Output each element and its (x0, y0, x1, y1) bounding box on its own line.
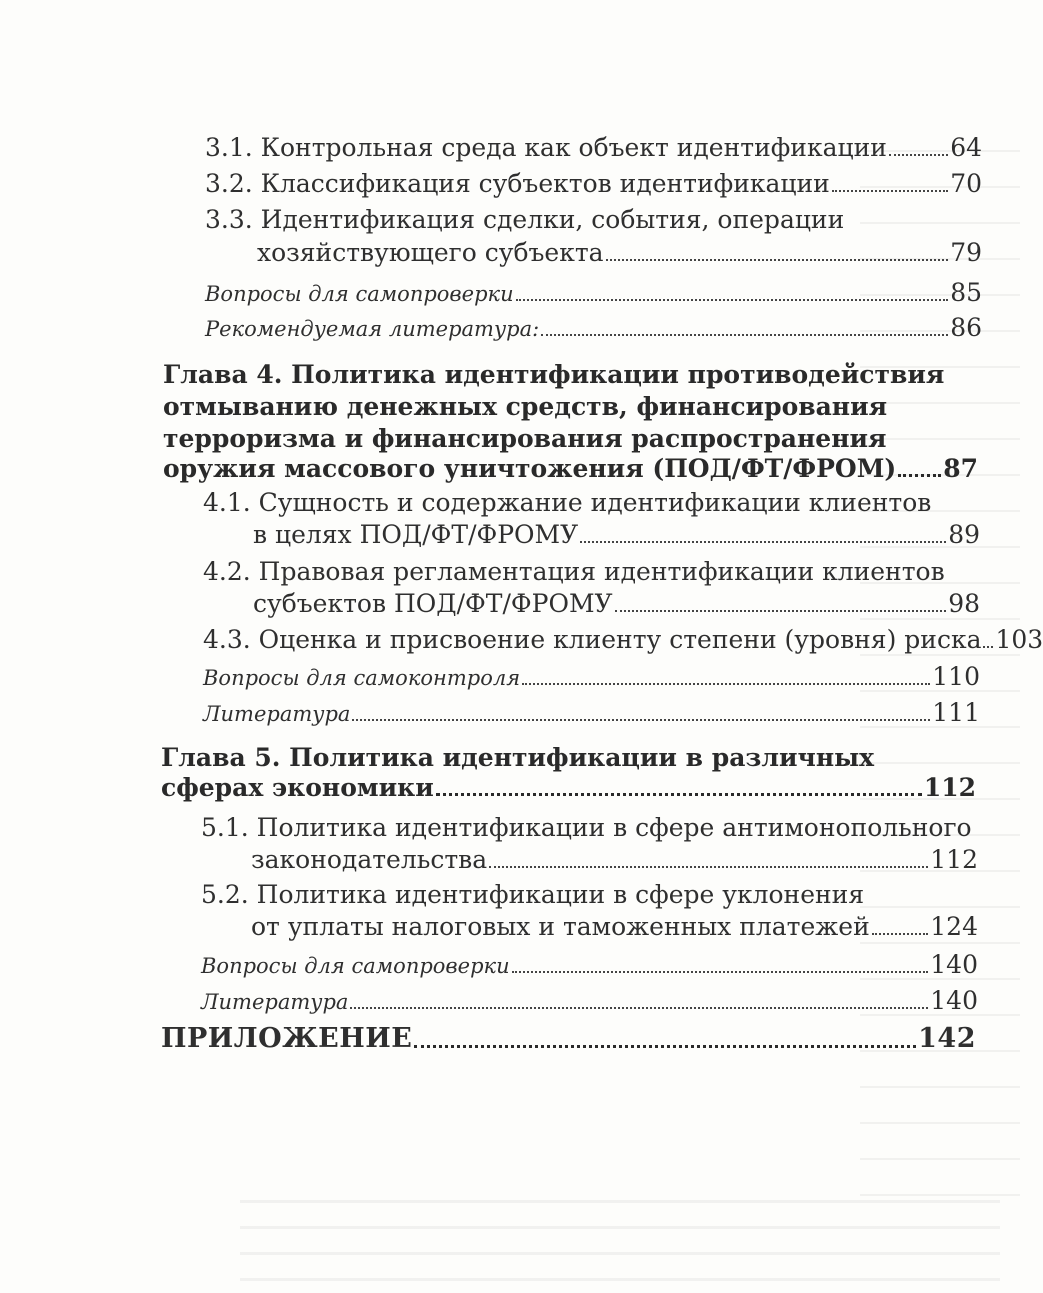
dot-leader (541, 334, 948, 336)
toc-entry-title: ПРИЛОЖЕНИЕ (161, 1023, 413, 1054)
toc-page-number: 86 (950, 313, 982, 342)
toc-entry-questions-5[interactable] (201, 952, 978, 977)
toc-page-number: 140 (930, 986, 978, 1015)
dot-leader (352, 719, 930, 721)
toc-entry-4-3[interactable] (203, 625, 1043, 654)
toc-entry-title: Рекомендуемая литература: (205, 317, 540, 341)
toc-page-number: 111 (932, 698, 980, 727)
dot-leader (436, 793, 922, 796)
toc-appendix[interactable] (161, 1025, 976, 1052)
toc-entry-title: Литература (203, 702, 351, 726)
toc-entry-3-3[interactable] (257, 240, 982, 265)
toc-page-number: 85 (950, 278, 982, 307)
toc-entry-4-1-line1[interactable]: 4.1. Сущность и содержание идентификации клиентов (203, 488, 932, 517)
toc-entry-literature-4[interactable] (203, 700, 980, 725)
toc-entry-literature-3[interactable] (205, 315, 982, 340)
toc-page-number: 79 (950, 238, 982, 267)
dot-leader (606, 259, 949, 261)
dot-leader (516, 299, 949, 301)
toc-chapter-5-line1[interactable]: Глава 5. Политика идентификации в различных (161, 743, 875, 772)
dot-leader (889, 154, 948, 156)
toc-entry-5-2-line1[interactable]: 5.2. Политика идентификации в сфере уклонения (201, 880, 865, 909)
toc-page-number: 112 (923, 773, 976, 802)
toc-entry-5-2[interactable] (251, 914, 978, 939)
toc-entry-title: в целях ПОД/ФТ/ФРОМУ (253, 520, 579, 549)
toc-page-number: 112 (930, 845, 978, 874)
toc-entry-title: 3.2. Классификация субъектов идентификации (205, 169, 830, 198)
toc-entry-4-2-line1[interactable]: 4.2. Правовая регламентация идентификации клиентов (203, 557, 945, 586)
toc-entry-questions-4[interactable] (203, 664, 980, 689)
dot-leader (512, 971, 929, 973)
toc-chapter-4-line3[interactable]: терроризма и финансирования распространения (163, 424, 887, 453)
toc-page-number: 89 (948, 520, 980, 549)
toc-entry-title: законодательства (251, 845, 488, 874)
toc-entry-title: субъектов ПОД/ФТ/ФРОМУ (253, 589, 613, 618)
dot-leader (414, 1045, 916, 1048)
toc-entry-title: 3.1. Контрольная среда как объект идентификации (205, 133, 887, 162)
toc-entry-4-2[interactable] (253, 591, 980, 616)
toc-entry-title: хозяйствующего субъекта (257, 238, 604, 267)
toc-page-number: 64 (950, 133, 982, 162)
toc-chapter-5[interactable] (161, 775, 976, 800)
toc-entry-5-1-line1[interactable]: 5.1. Политика идентификации в сфере антимонопольного (201, 813, 972, 842)
toc-entry-questions-3[interactable] (205, 280, 982, 305)
toc-chapter-4[interactable] (163, 456, 978, 481)
toc-entry-3-3-line1[interactable]: 3.3. Идентификация сделки, события, операции (205, 205, 845, 234)
toc-entry-title: Вопросы для самопроверки (205, 282, 514, 306)
toc-entry-title: Вопросы для самоконтроля (203, 666, 521, 690)
toc-page-number: 70 (950, 169, 982, 198)
toc-entry-3-2[interactable] (205, 171, 982, 196)
toc-chapter-4-line2[interactable]: отмыванию денежных средств, финансирования (163, 392, 888, 421)
dot-leader (615, 610, 947, 612)
toc-page-number: 110 (932, 662, 980, 691)
dot-leader (898, 474, 941, 477)
toc-entry-title: оружия массового уничтожения (ПОД/ФТ/ФРОМ) (163, 454, 897, 483)
dot-leader (983, 646, 993, 648)
toc-page-number: 98 (948, 589, 980, 618)
dot-leader (580, 541, 946, 543)
toc-entry-5-1[interactable] (251, 847, 978, 872)
toc-page-number: 124 (930, 912, 978, 941)
dot-leader (872, 933, 929, 935)
dot-leader (832, 190, 948, 192)
toc-entry-title: Литература (201, 990, 349, 1014)
dot-leader (489, 866, 928, 868)
toc-page-number: 140 (930, 950, 978, 979)
dot-leader (350, 1007, 928, 1009)
toc-chapter-4-line1[interactable]: Глава 4. Политика идентификации противодействия (163, 360, 945, 389)
toc-entry-3-1[interactable] (205, 135, 982, 160)
toc-entry-title: от уплаты налоговых и таможенных платежей (251, 912, 870, 941)
toc-entry-title: Вопросы для самопроверки (201, 954, 510, 978)
dot-leader (522, 683, 930, 685)
toc-entry-4-1[interactable] (253, 522, 980, 547)
toc-page-number: 103 (995, 625, 1043, 654)
toc-entry-title: 4.3. Оценка и присвоение клиенту степени (уровня) риска (203, 625, 982, 654)
bleed-through-texture-bottom (240, 1200, 1000, 1290)
toc-page-number: 142 (918, 1023, 976, 1054)
toc-entry-literature-5[interactable] (201, 988, 978, 1013)
toc-page-number: 87 (943, 454, 978, 483)
toc-entry-title: сферах экономики (161, 773, 434, 802)
